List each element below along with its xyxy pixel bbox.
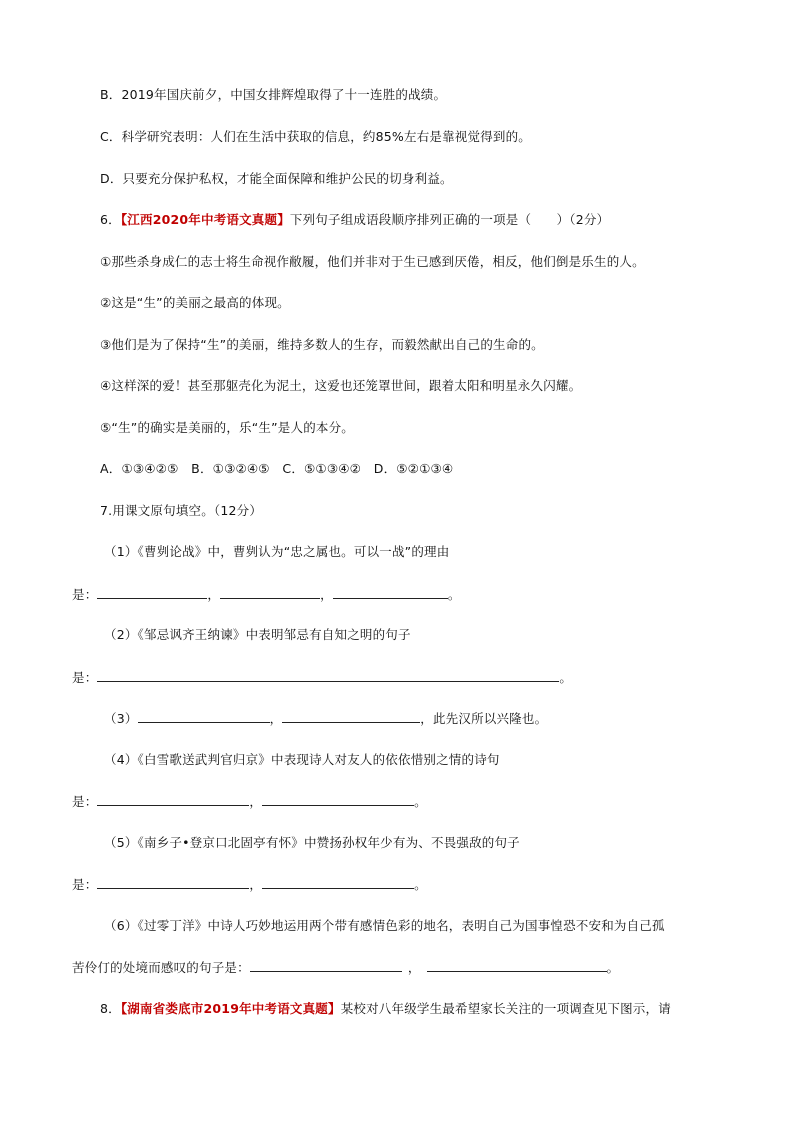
sentence-4: ④这样深的爱！甚至那躯壳化为泥土，这爱也还笼罩世间，跟着太阳和明星永久闪耀。: [100, 378, 582, 393]
question-7-1-prompt: （1）《曹刿论战》中，曹刿认为“忠之属也。可以一战”的理由: [104, 544, 450, 559]
comma: ，: [249, 794, 263, 809]
option-c: C．科学研究表明：人们在生活中获取的信息，约85%左右是靠视觉得到的。: [100, 129, 532, 144]
period: 。: [414, 794, 427, 809]
question-7-title: 7.用课文原句填空。（12分）: [100, 503, 263, 518]
answer-blank[interactable]: [250, 959, 402, 972]
answer-lead: （3）: [104, 711, 138, 726]
question-7-4-answer-line: [72, 793, 427, 810]
period: 。: [606, 960, 620, 975]
comma: ，: [207, 587, 221, 602]
question-6-number: 6．: [100, 212, 121, 227]
answer-blank[interactable]: [220, 586, 320, 599]
answer-blank[interactable]: [262, 876, 414, 889]
sentence-5: ⑤“生”的确实是美丽的，乐“生”是人的本分。: [100, 420, 355, 435]
comma: ，: [269, 711, 283, 726]
sentence-1: ①那些杀身成仁的志士将生命视作敝履，他们并非对于生已感到厌倦，相反，他们倒是乐生的人。: [100, 254, 645, 269]
period: 。: [447, 587, 461, 602]
period: 。: [414, 877, 427, 892]
question-7-5-prompt: （5）《南乡子•登京口北固亭有怀》中赞扬孙权年少有为、不畏强敌的句子: [104, 835, 520, 850]
answer-blank[interactable]: [97, 669, 559, 682]
comma: ，: [407, 960, 421, 975]
answer-blank[interactable]: [282, 710, 420, 723]
question-6-line: [100, 212, 609, 228]
answer-lead: 苦伶仃的处境而感叹的句子是：: [72, 960, 250, 975]
answer-lead: 是：: [72, 877, 98, 892]
question-7-4-prompt: （4）《白雪歌送武判官归京》中表现诗人对友人的依依惜别之情的诗句: [104, 752, 500, 767]
question-8-number: 8．: [100, 1001, 121, 1016]
question-6-source: 【江西2020年中考语文真题】: [120, 212, 290, 227]
answer-blank[interactable]: [97, 586, 207, 599]
answer-blank[interactable]: [138, 710, 270, 723]
option-b: B．2019年国庆前夕，中国女排辉煌取得了十一连胜的战绩。: [100, 87, 447, 102]
question-7-3-tail: ，此先汉所以兴隆也。: [420, 711, 548, 726]
answer-blank[interactable]: [427, 959, 607, 972]
sentence-2: ②这是“生”的美丽之最高的体现。: [100, 295, 290, 310]
question-8-text: 某校对八年级学生最希望家长关注的一项调查见下图示，请: [340, 1001, 671, 1016]
question-7-6-prompt: （6）《过零丁洋》中诗人巧妙地运用两个带有感情色彩的地名，表明自己为国事惶恐不安和为自己孤: [104, 918, 665, 933]
answer-blank[interactable]: [97, 876, 249, 889]
question-7-6-answer-line: [72, 959, 619, 976]
option-d: D．只要充分保护私权，才能全面保障和维护公民的切身利益。: [100, 171, 453, 186]
answer-blank[interactable]: [262, 793, 414, 806]
question-8-line: [100, 1001, 671, 1017]
period: 。: [559, 670, 573, 685]
answer-lead: 是：: [72, 670, 98, 685]
comma: ，: [320, 587, 333, 602]
question-7-5-answer-line: [72, 876, 427, 893]
question-7-1-answer-line: [72, 586, 461, 603]
sentence-3: ③他们是为了保持“生”的美丽，维持多数人的生存，而毅然献出自己的生命的。: [100, 337, 544, 352]
question-6-text: 下列句子组成语段顺序排列正确的一项是（ ）（2分）: [289, 212, 610, 227]
answer-lead: 是：: [72, 587, 98, 602]
question-8-source: 【湖南省娄底市2019年中考语文真题】: [120, 1001, 341, 1016]
answer-blank[interactable]: [97, 793, 249, 806]
question-7-2-answer-line: [72, 669, 572, 686]
answer-lead: 是：: [72, 794, 98, 809]
comma: ，: [249, 877, 263, 892]
answer-blank[interactable]: [333, 586, 448, 599]
question-6-options: A．①③④②⑤ B．①③②④⑤ C．⑤①③④② D．⑤②①③④: [100, 461, 454, 476]
question-7-3-line: [104, 710, 547, 727]
question-7-2-prompt: （2）《邹忌讽齐王纳谏》中表明邹忌有自知之明的句子: [104, 627, 411, 642]
